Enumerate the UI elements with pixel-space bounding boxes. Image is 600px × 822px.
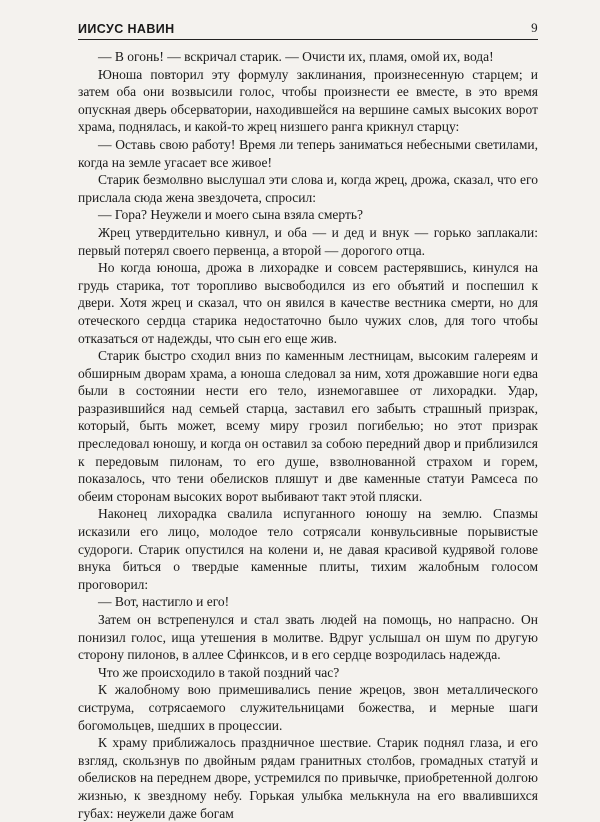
paragraph: Что же происходило в такой поздний час? [98,664,340,680]
paragraph: Старик безмолвно выслушал эти слова и, когда жрец, дрожа, сказал, что его прислала сюда жена звездочета, спросил: [78,172,538,205]
paragraph: К жалобному вою примешивались пение жрецов, звон металлического систрума, сотрясаемого служительницами божества, и мерные шаги богомольцев, шедших в процессии. [78,682,538,733]
paragraph: Юноша повторил эту формулу заклинания, произнесенную старцем; и затем оба они возвысили голос, чтобы произнести ее вместе, в это время опускная дверь обсерватории, находившейся на вершине самых высоких ворот храма, поднялась, и какой-то жрец низшего ранга крикнул старцу: [78,66,538,135]
paragraph: — Оставь свою работу! Время ли теперь заниматься небесными светилами, когда на земле угасает все живое! [78,136,538,170]
running-title: ИИСУС НАВИН [78,22,175,36]
paragraph: Наконец лихорадка свалила испуганного юношу на землю. Спазмы исказили его лицо, молодое тело сотрясали конвульсивные порывистые судороги. Старик опустился на колени и, не давая красивой кудрявой голове внука биться о твердые каменные плиты, тихим жалобным голосом проговорил: [78,506,538,592]
paragraph: — Вот, настигло и его! [98,594,230,610]
paragraph: Жрец утвердительно кивнул, и оба — и дед и внук — горько заплакали: первый потерял своего первенца, а второй — дорогого отца. [78,224,538,258]
paragraph: — Гора? Неужели и моего сына взяла смерть? [98,207,364,223]
paragraph: Старик быстро сходил вниз по каменным лестницам, высоким галереям и обширным дворам храма, а юноша следовал за ним, хотя дрожавшие ноги едва были в состоянии нести его тело, изнемогавшее от лихорадки. Удар, разразившийся над семьей старца, заставил его забыть страшный призрак, который, быть может, всему миру грозил погибелью; но этот призрак преследовал юношу, и когда он оставил за собою передний двор и приблизился к передовым пилонам, то его душе, взволнованной страхом и горем, показалось, что тени обелисков пляшут и две каменные статуи Рамсеса по обеим сторонам высоких ворот выбивают такт этой пляски. [78,348,538,504]
paragraph: — В огонь! — вскричал старик. — Очисти их, пламя, омой их, вода! [98,49,494,64]
paragraph: Но когда юноша, дрожа в лихорадке и совсем растерявшись, кинулся на грудь старика, тот торопливо высвободился из его объятий и поспешил к двери. Хотя жрец и сказал, что он явился в качестве вестника смерти, но для отеческого сердца старика недостаточно было чужих слов, для того чтобы отказаться от надежды, что сын его еще жив. [78,260,538,346]
paragraph: К храму приближалось праздничное шествие. Старик поднял глаза, и его взгляд, скользнув по двойным рядам гранитных столбов, громадных статуй и обелисков на переднем дворе, устремился по привычке, приобретенной долгою жизнью, к звездному небу. Горькая улыбка мелькнула на его ввалившихся губах: неужели даже богам [78,735,538,821]
body-text [78,48,538,822]
running-header [78,20,538,40]
paragraph: Затем он встрепенулся и стал звать людей на помощь, но напрасно. Он понизил голос, ища утешения в молитве. Вдруг услышал он шум по другую сторону пилонов, в аллее Сфинксов, и в его сердце возродилась надежда. [78,612,538,663]
page-number: 9 [531,20,538,35]
